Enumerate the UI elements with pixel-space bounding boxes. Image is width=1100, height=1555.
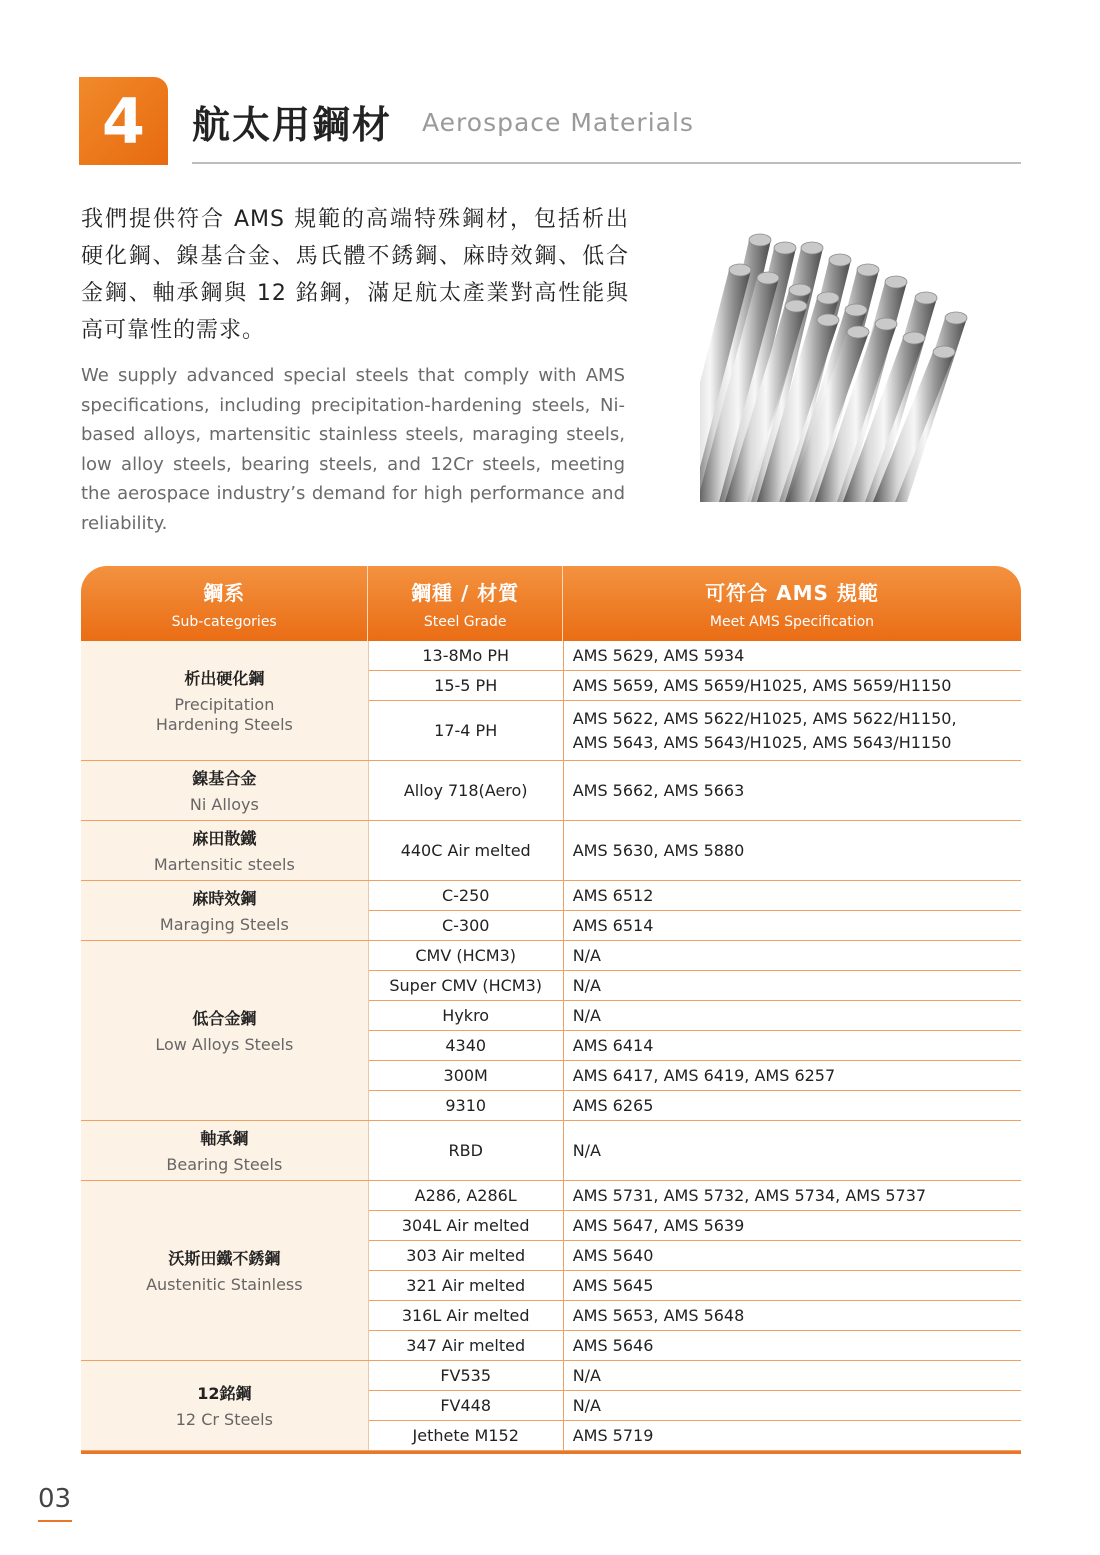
ams-spec-cell: AMS 6265 bbox=[572, 1095, 654, 1115]
steel-grade-cell: 347 Air melted bbox=[369, 1331, 564, 1360]
steel-rod-end bbox=[847, 326, 869, 338]
header-label-en: Meet AMS Specification bbox=[709, 614, 875, 630]
ams-spec-cell: AMS 6417, AMS 6419, AMS 6257 bbox=[572, 1065, 836, 1085]
ams-spec-cell: AMS 6514 bbox=[572, 915, 654, 935]
category-name-zh: 沃斯田鐵不銹鋼 bbox=[168, 1249, 281, 1268]
steel-rod-end bbox=[885, 276, 907, 288]
table-row bbox=[369, 1211, 1021, 1241]
ams-spec-cell: AMS 5647, AMS 5639 bbox=[572, 1215, 745, 1235]
ams-spec-cell: AMS 5653, AMS 5648 bbox=[572, 1305, 745, 1325]
steel-grade-cell: 303 Air melted bbox=[369, 1241, 564, 1270]
steel-rod-end bbox=[875, 318, 897, 330]
table-row bbox=[369, 881, 1021, 911]
table-row bbox=[369, 1001, 1021, 1031]
ams-spec-cell: AMS 6414 bbox=[572, 1035, 654, 1055]
category-group bbox=[81, 1361, 1021, 1451]
steel-grade-cell: 4340 bbox=[369, 1031, 564, 1060]
table-row bbox=[369, 941, 1021, 971]
category-name-zh: 12銘鋼 bbox=[197, 1384, 252, 1403]
steel-rod-end bbox=[933, 346, 955, 358]
category-name-zh: 析出硬化鋼 bbox=[184, 669, 265, 688]
category-name-en: Maraging Steels bbox=[159, 915, 289, 934]
steel-grade-cell: RBD bbox=[369, 1121, 564, 1180]
category-cell bbox=[81, 821, 369, 880]
table-row bbox=[369, 1241, 1021, 1271]
steel-grade-cell: FV448 bbox=[369, 1391, 564, 1420]
category-name-en: Precipitation Hardening Steels bbox=[155, 695, 293, 734]
header-label-zh: 鋼系 bbox=[203, 581, 246, 605]
table-row bbox=[369, 1331, 1021, 1360]
category-name-zh: 麻時效鋼 bbox=[192, 889, 257, 908]
steel-grade-cell: 321 Air melted bbox=[369, 1271, 564, 1300]
category-cell bbox=[81, 1361, 369, 1450]
category-group bbox=[81, 641, 1021, 761]
table-row bbox=[369, 1061, 1021, 1091]
table-row bbox=[369, 1181, 1021, 1211]
ams-spec-cell: N/A bbox=[572, 1395, 601, 1415]
steel-rod-end bbox=[829, 254, 851, 266]
steel-grade-cell: A286, A286L bbox=[369, 1181, 564, 1210]
ams-spec-cell: N/A bbox=[572, 975, 601, 995]
steel-grade-cell: 304L Air melted bbox=[369, 1211, 564, 1240]
category-group bbox=[81, 821, 1021, 881]
table-row bbox=[369, 1091, 1021, 1120]
steel-rod-end bbox=[774, 242, 796, 254]
category-cell bbox=[81, 1181, 369, 1360]
table-row bbox=[369, 1391, 1021, 1421]
table-row bbox=[369, 701, 1021, 760]
steel-grade-cell: Super CMV (HCM3) bbox=[369, 971, 564, 1000]
section-number-badge: 4 bbox=[79, 77, 168, 165]
steel-grade-cell: 300M bbox=[369, 1061, 564, 1090]
category-group bbox=[81, 761, 1021, 821]
category-cell bbox=[81, 641, 369, 760]
ams-spec-cell: AMS 5622, AMS 5622/H1025, AMS 5622/H1150, AMS 5643, AMS 5643/H1025, AMS 5643/H1150 bbox=[572, 708, 957, 752]
table-row bbox=[369, 1121, 1021, 1180]
category-name-en: 12 Cr Steels bbox=[175, 1410, 273, 1429]
steel-rod-end bbox=[801, 242, 823, 254]
category-name-zh: 鎳基合金 bbox=[192, 769, 257, 788]
table-row bbox=[369, 641, 1021, 671]
ams-spec-cell: AMS 5645 bbox=[572, 1275, 654, 1295]
steel-rod-end bbox=[789, 284, 811, 296]
aerospace-materials-table bbox=[81, 566, 1021, 1454]
table-header bbox=[81, 566, 1021, 641]
ams-spec-cell: AMS 5630, AMS 5880 bbox=[572, 840, 745, 860]
category-name-en: Bearing Steels bbox=[166, 1155, 283, 1174]
steel-grade-cell: 15-5 PH bbox=[369, 671, 564, 700]
ams-spec-cell: N/A bbox=[572, 1005, 601, 1025]
ams-spec-cell: N/A bbox=[572, 945, 601, 965]
category-group bbox=[81, 1121, 1021, 1181]
category-name-en: Austenitic Stainless bbox=[146, 1275, 303, 1294]
steel-rod-end bbox=[757, 272, 779, 284]
steel-rods-image bbox=[700, 226, 1000, 502]
category-group bbox=[81, 881, 1021, 941]
ams-spec-cell: AMS 6512 bbox=[572, 885, 654, 905]
category-name-zh: 低合金鋼 bbox=[192, 1009, 257, 1028]
table-row bbox=[369, 1421, 1021, 1450]
category-name-en: Martensitic steels bbox=[153, 855, 295, 874]
steel-grade-cell: Alloy 718(Aero) bbox=[369, 761, 564, 820]
category-cell bbox=[81, 941, 369, 1120]
ams-spec-cell: AMS 5659, AMS 5659/H1025, AMS 5659/H1150 bbox=[572, 675, 952, 695]
table-row bbox=[369, 761, 1021, 820]
page-number: 03 bbox=[38, 1484, 72, 1514]
header-label-en: Sub-categories bbox=[171, 614, 277, 630]
header-label-zh: 可符合 AMS 規範 bbox=[705, 581, 879, 605]
category-group bbox=[81, 1181, 1021, 1361]
steel-rod-end bbox=[729, 264, 751, 276]
steel-grade-cell: 9310 bbox=[369, 1091, 564, 1120]
steel-grade-cell: 316L Air melted bbox=[369, 1301, 564, 1330]
ams-spec-cell: AMS 5629, AMS 5934 bbox=[572, 645, 745, 665]
steel-grade-cell: 440C Air melted bbox=[369, 821, 564, 880]
ams-spec-cell: AMS 5662, AMS 5663 bbox=[572, 780, 745, 800]
page-title-zh: 航太用鋼材 bbox=[192, 103, 393, 147]
steel-grade-cell: CMV (HCM3) bbox=[369, 941, 564, 970]
ams-spec-cell: N/A bbox=[572, 1365, 601, 1385]
steel-rod-end bbox=[817, 314, 839, 326]
steel-rod-end bbox=[785, 300, 807, 312]
title-divider bbox=[192, 162, 1021, 164]
steel-grade-cell: C-250 bbox=[369, 881, 564, 910]
table-row bbox=[369, 971, 1021, 1001]
ams-spec-cell: AMS 5640 bbox=[572, 1245, 654, 1265]
category-cell bbox=[81, 761, 369, 820]
header-ams-spec bbox=[562, 566, 1021, 641]
steel-rod-end bbox=[817, 292, 839, 304]
intro-text-zh: 我們提供符合 AMS 規範的高端特殊鋼材，包括析出硬化鋼、鎳基合金、馬氏體不銹鋼、麻時效鋼、低合金鋼、軸承鋼與 12 銘鋼，滿足航太產業對高性能與高可靠性的需求。 bbox=[81, 207, 629, 343]
page-number-underline bbox=[38, 1520, 72, 1522]
steel-grade-cell: FV535 bbox=[369, 1361, 564, 1390]
steel-grade-cell: 13-8Mo PH bbox=[369, 641, 564, 670]
category-name-zh: 麻田散鐵 bbox=[192, 829, 257, 848]
table-row bbox=[369, 671, 1021, 701]
table-row bbox=[369, 1031, 1021, 1061]
steel-rod-end bbox=[857, 264, 879, 276]
ams-spec-cell: AMS 5719 bbox=[572, 1425, 654, 1445]
steel-grade-cell: Hykro bbox=[369, 1001, 564, 1030]
steel-grade-cell: 17-4 PH bbox=[369, 701, 564, 760]
table-row bbox=[369, 1271, 1021, 1301]
steel-rod-end bbox=[903, 332, 925, 344]
intro-text-en: We supply advanced special steels that comply with AMS specifications, including precipitation-hardening steels, Ni-based alloys, martensitic stainless steels, maraging steels, low alloy steels, bearing steels, and 12Cr steels, meeting the aerospace industry’s demand for high performance and reliability. bbox=[81, 365, 625, 534]
header-label-en: Steel Grade bbox=[423, 614, 507, 630]
header-steel-grade bbox=[367, 566, 562, 641]
steel-grade-cell: Jethete M152 bbox=[369, 1421, 564, 1450]
ams-spec-cell: AMS 5731, AMS 5732, AMS 5734, AMS 5737 bbox=[572, 1185, 927, 1205]
table-row bbox=[369, 1361, 1021, 1391]
steel-rod-end bbox=[845, 304, 867, 316]
steel-rod-end bbox=[915, 292, 937, 304]
ams-spec-cell: AMS 5646 bbox=[572, 1335, 654, 1355]
steel-rod-end bbox=[749, 234, 771, 246]
table-body bbox=[81, 641, 1021, 1454]
steel-rod-end bbox=[945, 312, 967, 324]
category-name-zh: 軸承鋼 bbox=[200, 1129, 249, 1148]
table-row bbox=[369, 911, 1021, 940]
category-cell bbox=[81, 1121, 369, 1180]
table-row bbox=[369, 1301, 1021, 1331]
category-group bbox=[81, 941, 1021, 1121]
page-title-en: Aerospace Materials bbox=[422, 108, 694, 137]
header-sub-categories bbox=[81, 566, 367, 641]
category-name-en: Low Alloys Steels bbox=[155, 1035, 294, 1054]
table-row bbox=[369, 821, 1021, 880]
category-cell bbox=[81, 881, 369, 940]
steel-grade-cell: C-300 bbox=[369, 911, 564, 940]
category-name-en: Ni Alloys bbox=[189, 795, 259, 814]
ams-spec-cell: N/A bbox=[572, 1140, 601, 1160]
header-label-zh: 鋼種 / 材質 bbox=[411, 581, 520, 605]
